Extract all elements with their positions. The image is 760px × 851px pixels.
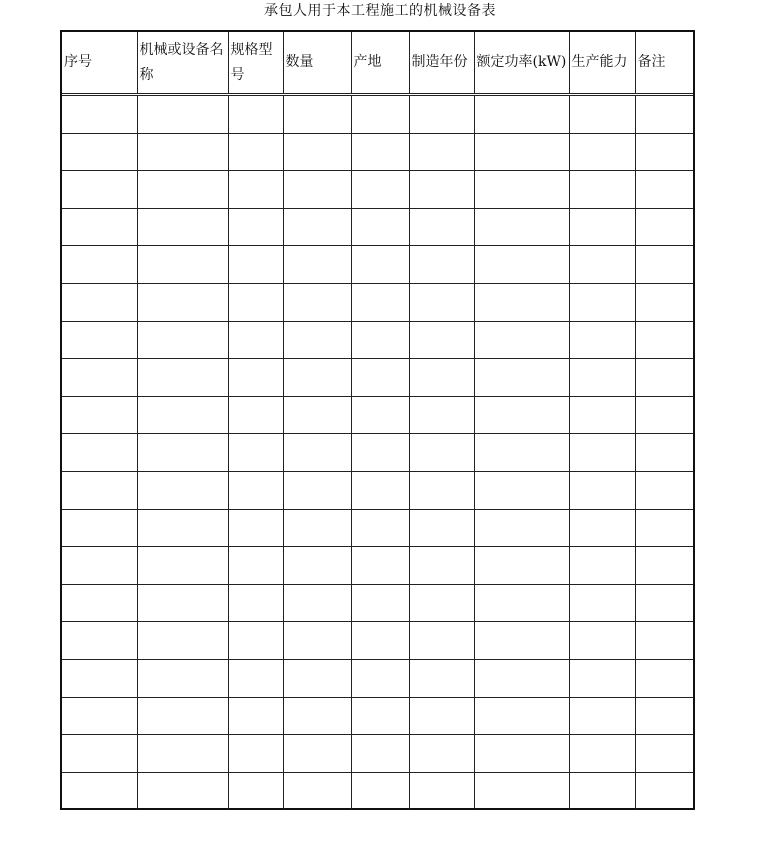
table-cell: [283, 622, 351, 660]
table-cell: [351, 133, 409, 171]
table-cell: [228, 133, 283, 171]
table-cell: [228, 95, 283, 134]
table-cell: [137, 283, 228, 321]
table-row: [62, 509, 693, 547]
table-cell: [474, 171, 569, 209]
table-cell: [228, 246, 283, 284]
table-cell: [409, 584, 474, 622]
table-row: [62, 359, 693, 397]
table-cell: [62, 434, 137, 472]
table-cell: [228, 547, 283, 585]
table-row: [62, 133, 693, 171]
table-cell: [635, 171, 693, 209]
table-cell: [283, 471, 351, 509]
table-cell: [228, 659, 283, 697]
table-cell: [635, 359, 693, 397]
table-cell: [137, 772, 228, 809]
table-cell: [228, 471, 283, 509]
table-cell: [283, 321, 351, 359]
table-cell: [474, 434, 569, 472]
table-cell: [228, 584, 283, 622]
table-cell: [62, 359, 137, 397]
table-cell: [62, 321, 137, 359]
table-cell: [137, 547, 228, 585]
table-cell: [474, 246, 569, 284]
table-cell: [137, 171, 228, 209]
table-cell: [474, 133, 569, 171]
table-cell: [228, 622, 283, 660]
table-cell: [474, 359, 569, 397]
table-cell: [409, 659, 474, 697]
table-cell: [474, 772, 569, 809]
table-cell: [137, 246, 228, 284]
table-cell: [474, 471, 569, 509]
table-cell: [635, 95, 693, 134]
table-cell: [228, 359, 283, 397]
table-cell: [474, 95, 569, 134]
table-cell: [635, 659, 693, 697]
table-cell: [635, 697, 693, 735]
table-cell: [137, 471, 228, 509]
table-cell: [137, 396, 228, 434]
document-title: 承包人用于本工程施工的机械设备表: [264, 3, 496, 19]
table-cell: [351, 547, 409, 585]
table-cell: [409, 735, 474, 773]
table-cell: [62, 659, 137, 697]
table-cell: [569, 396, 635, 434]
table-cell: [635, 735, 693, 773]
table-cell: [351, 434, 409, 472]
table-cell: [569, 434, 635, 472]
table-cell: [635, 584, 693, 622]
header-cell-remarks: [635, 32, 693, 95]
table-cell: [635, 283, 693, 321]
table-cell: [62, 208, 137, 246]
header-label: 序号: [64, 54, 92, 70]
table-cell: [569, 246, 635, 284]
table-cell: [351, 509, 409, 547]
table-cell: [283, 208, 351, 246]
table-cell: [137, 735, 228, 773]
table-cell: [569, 283, 635, 321]
table-cell: [474, 509, 569, 547]
table-cell: [569, 659, 635, 697]
table-cell: [474, 547, 569, 585]
table-cell: [62, 509, 137, 547]
table-row: [62, 95, 693, 134]
table-cell: [137, 584, 228, 622]
table-cell: [62, 547, 137, 585]
table-cell: [351, 321, 409, 359]
table-row: [62, 471, 693, 509]
table-cell: [228, 735, 283, 773]
table-row: [62, 659, 693, 697]
header-label: 制造年份: [411, 54, 468, 70]
table-cell: [351, 359, 409, 397]
table-cell: [409, 509, 474, 547]
table-cell: [569, 509, 635, 547]
table-cell: [62, 697, 137, 735]
table-cell: [228, 208, 283, 246]
header-label: 备注: [637, 54, 666, 70]
table-cell: [569, 547, 635, 585]
table-row: [62, 772, 693, 809]
table-cell: [228, 697, 283, 735]
table-cell: [635, 208, 693, 246]
table-cell: [409, 396, 474, 434]
table-cell: [228, 434, 283, 472]
table-cell: [569, 171, 635, 209]
header-label: 产地: [353, 54, 382, 70]
header-cell-year: [409, 32, 474, 95]
table-cell: [351, 735, 409, 773]
table-cell: [569, 471, 635, 509]
table-cell: [635, 434, 693, 472]
table-cell: [409, 547, 474, 585]
header-label: 生产能力: [571, 54, 628, 70]
table-cell: [137, 95, 228, 134]
table-row: [62, 321, 693, 359]
table-row: [62, 208, 693, 246]
table-cell: [569, 622, 635, 660]
table-cell: [409, 133, 474, 171]
header-cell-quantity: [283, 32, 351, 95]
header-label: 机械或设备名称: [139, 41, 224, 83]
table-cell: [283, 584, 351, 622]
table-cell: [283, 735, 351, 773]
table-cell: [283, 509, 351, 547]
table-cell: [228, 283, 283, 321]
table-cell: [474, 208, 569, 246]
table-cell: [283, 133, 351, 171]
header-label: 额定功率(kW): [476, 54, 567, 70]
table-cell: [351, 772, 409, 809]
table-cell: [283, 547, 351, 585]
table-cell: [635, 509, 693, 547]
table-row: [62, 584, 693, 622]
table-cell: [409, 171, 474, 209]
table-cell: [137, 359, 228, 397]
table-cell: [351, 208, 409, 246]
table-cell: [474, 283, 569, 321]
table-cell: [409, 246, 474, 284]
table-cell: [62, 283, 137, 321]
table-cell: [635, 396, 693, 434]
table-cell: [228, 171, 283, 209]
table-cell: [228, 772, 283, 809]
table-cell: [351, 246, 409, 284]
table-cell: [62, 396, 137, 434]
table-cell: [228, 396, 283, 434]
table-cell: [409, 359, 474, 397]
table-cell: [62, 171, 137, 209]
table-cell: [409, 321, 474, 359]
table-cell: [351, 283, 409, 321]
table-cell: [62, 95, 137, 134]
table-cell: [62, 772, 137, 809]
header-cell-power: [474, 32, 569, 95]
table-cell: [569, 321, 635, 359]
table-cell: [228, 509, 283, 547]
equipment-table: [62, 32, 693, 809]
table-cell: [62, 622, 137, 660]
table-cell: [283, 246, 351, 284]
table-row: [62, 283, 693, 321]
table-cell: [62, 246, 137, 284]
table-cell: [137, 622, 228, 660]
table-cell: [409, 283, 474, 321]
table-cell: [283, 359, 351, 397]
table-cell: [474, 735, 569, 773]
table-cell: [351, 171, 409, 209]
table-cell: [474, 584, 569, 622]
table-cell: [409, 622, 474, 660]
table-cell: [409, 434, 474, 472]
table-cell: [137, 697, 228, 735]
table-cell: [409, 471, 474, 509]
table-cell: [569, 584, 635, 622]
header-cell-equipment-name: [137, 32, 228, 95]
table-cell: [569, 133, 635, 171]
table-row: [62, 396, 693, 434]
header-cell-capacity: [569, 32, 635, 95]
table-cell: [137, 509, 228, 547]
table-cell: [62, 735, 137, 773]
table-cell: [351, 95, 409, 134]
header-cell-origin: [351, 32, 409, 95]
table-row: [62, 434, 693, 472]
table-cell: [283, 434, 351, 472]
table-cell: [569, 95, 635, 134]
table-cell: [283, 396, 351, 434]
header-label: 数量: [285, 54, 314, 70]
table-cell: [635, 321, 693, 359]
table-cell: [137, 133, 228, 171]
table-cell: [474, 396, 569, 434]
table-cell: [474, 622, 569, 660]
table-cell: [137, 208, 228, 246]
table-cell: [569, 359, 635, 397]
table-cell: [283, 171, 351, 209]
table-cell: [474, 659, 569, 697]
table-cell: [635, 547, 693, 585]
table-cell: [62, 584, 137, 622]
table-cell: [351, 659, 409, 697]
table-cell: [62, 133, 137, 171]
table-cell: [635, 622, 693, 660]
table-cell: [351, 584, 409, 622]
table-cell: [635, 246, 693, 284]
table-cell: [474, 321, 569, 359]
table-cell: [283, 283, 351, 321]
table-cell: [409, 697, 474, 735]
table-cell: [569, 208, 635, 246]
table-cell: [137, 434, 228, 472]
table-cell: [635, 133, 693, 171]
table-cell: [635, 471, 693, 509]
table-row: [62, 547, 693, 585]
table-cell: [351, 697, 409, 735]
table-row: [62, 622, 693, 660]
table-row: [62, 246, 693, 284]
table-cell: [283, 95, 351, 134]
table-cell: [351, 396, 409, 434]
table-row: [62, 171, 693, 209]
table-header-row: [62, 32, 693, 95]
equipment-table-frame: [60, 30, 695, 810]
table-cell: [137, 659, 228, 697]
header-cell-model: [228, 32, 283, 95]
table-cell: [228, 321, 283, 359]
header-label: 规格型号: [230, 41, 273, 83]
table-cell: [474, 697, 569, 735]
table-cell: [409, 772, 474, 809]
table-cell: [137, 321, 228, 359]
table-cell: [283, 772, 351, 809]
table-cell: [569, 735, 635, 773]
table-cell: [569, 772, 635, 809]
table-cell: [62, 471, 137, 509]
table-cell: [283, 659, 351, 697]
table-cell: [409, 208, 474, 246]
table-cell: [351, 622, 409, 660]
table-row: [62, 735, 693, 773]
table-cell: [351, 471, 409, 509]
table-row: [62, 697, 693, 735]
table-cell: [409, 95, 474, 134]
table-cell: [635, 772, 693, 809]
header-cell-seq: [62, 32, 137, 95]
table-cell: [569, 697, 635, 735]
table-cell: [283, 697, 351, 735]
